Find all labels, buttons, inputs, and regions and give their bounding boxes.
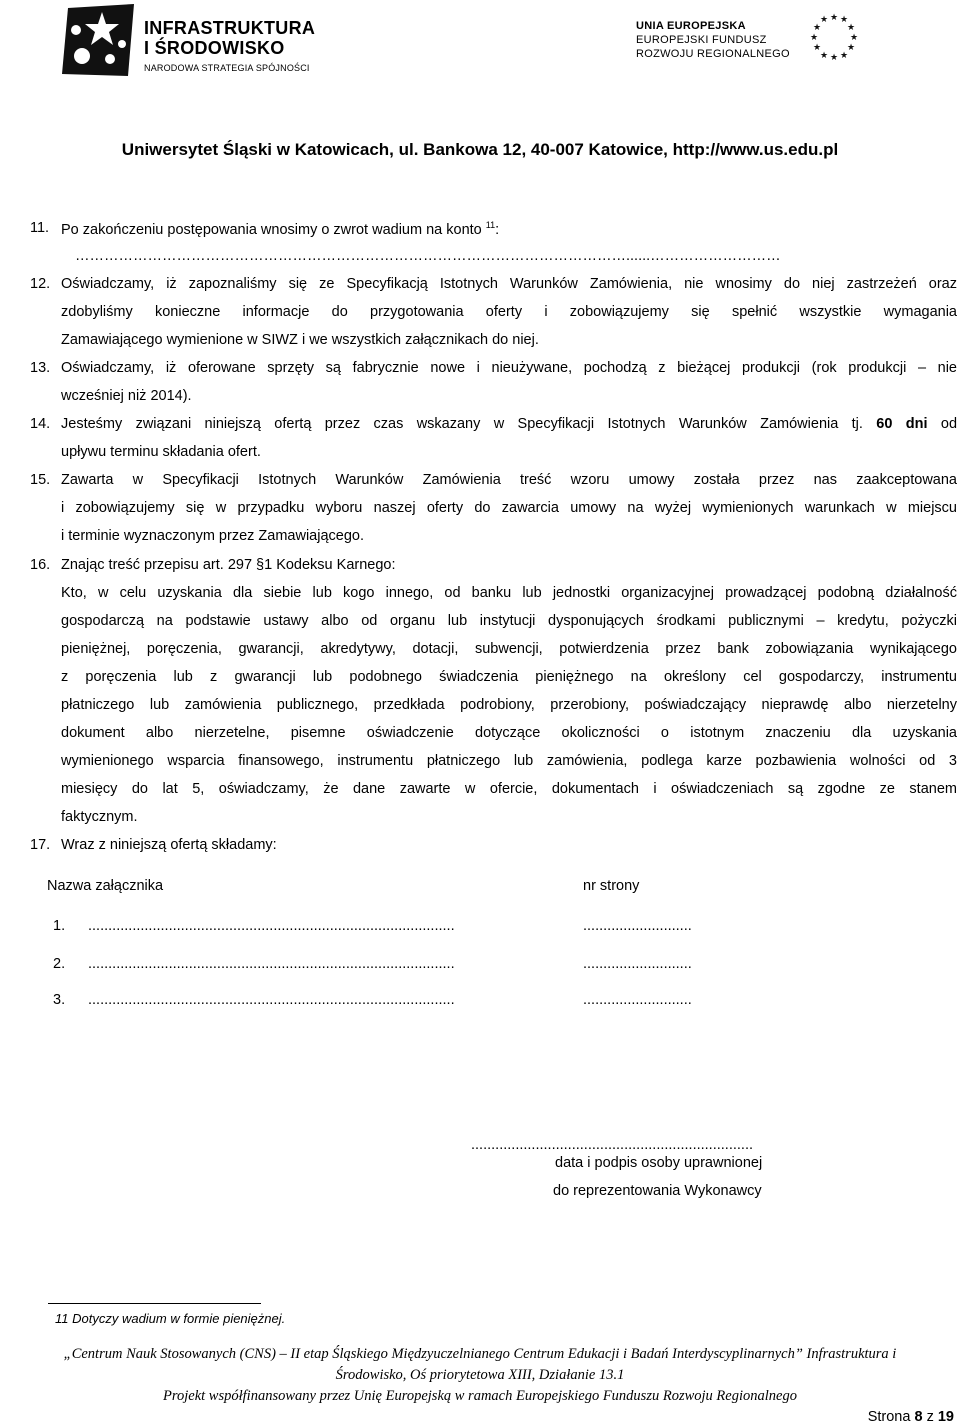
penal-code-line: miesięcy do lat 5, oświadczamy, że dane zawarte w ofercie, dokumentach i oświadczeniach są zgodne ze stanem [61,781,957,797]
item-13-line2: wcześniej niż 2014). [61,388,192,404]
attachments-col-page: nr strony [583,878,640,894]
account-number-dots: ……………………………………………………………………………………………………......……………………… [75,248,781,264]
svg-text:★: ★ [839,15,849,25]
footnote-separator [48,1303,261,1304]
signature-field[interactable]: ...................................................................... [471,1137,753,1153]
attachment-page-field[interactable]: ........................... [583,992,692,1008]
attachment-name-field[interactable]: ........................................................................................... [88,992,455,1008]
item-13-line1: Oświadczamy, iż oferowane sprzęty są fabrycznie nowe i nieużywane, pochodzą z bieżącej produkcji (rok produkcji – nie [61,360,957,376]
penal-code-line: dokument albo nierzetelne, pisemne oświadczenie dotyczące okoliczności o istotnym znaczeniu dla uzyskania [61,725,957,741]
attachment-name-field[interactable]: ........................................................................................... [88,956,455,972]
item-14-from: od [940,416,958,432]
item-16-number: 16. [30,557,51,573]
infrastruktura-logo [62,4,316,78]
svg-text:★: ★ [812,43,822,53]
signature-caption-line1: data i podpis osoby uprawnionej [555,1155,763,1171]
penal-code-line: Kto, w celu uzyskania dla siebie lub kogo innego, od banku lub jednostki organizacyjnej prowadzącej podobną działalność [61,585,957,601]
infrastruktura-emblem-icon [62,4,138,78]
eu-logo [636,8,896,68]
svg-text:★: ★ [829,13,839,23]
item-16-heading: Znając treść przepisu art. 297 §1 Kodeksu Karnego: [61,557,396,573]
footer-line3: Projekt współfinansowany przez Unię Europejską w ramach Europejskiego Funduszu Rozwoju Regionalnego [163,1388,797,1404]
svg-text:★: ★ [829,53,839,63]
signature-caption-line2: do reprezentowania Wykonawcy [553,1183,762,1199]
item-11-number: 11. [30,220,50,236]
university-header: Uniwersytet Śląski w Katowicach, ul. Bankowa 12, 40-007 Katowice, http://www.us.edu.pl [121,140,839,159]
item-11-label: Po zakończeniu postępowania wnosimy o zwrot wadium na konto [61,221,482,238]
logo-right-line1: UNIA EUROPEJSKA [636,20,746,32]
item-14-number: 14. [30,416,51,432]
page-number [868,1409,954,1425]
item-17-number: 17. [30,837,51,853]
item-12-line1: Oświadczamy, iż zapoznaliśmy się ze Specyfikacją Istotnych Warunków Zamówienia, nie wnosimy do niej zastrzeżeń oraz [61,276,957,292]
item-15-number: 15. [30,472,51,488]
item-13-number: 13. [30,360,51,376]
footnote-text: 11 Dotyczy wadium w formie pieniężnej. [55,1311,286,1326]
penal-code-last-line: faktycznym. [61,809,138,825]
item-14-days: 60 dni [876,416,928,432]
attachment-row-number: 3. [53,992,66,1008]
footer-line2: Środowisko, Oś priorytetowa XIII, Działanie 13.1 [335,1367,625,1383]
attachment-page-field[interactable]: ........................... [583,918,692,934]
svg-text:★: ★ [849,33,859,43]
page-total: 19 [937,1409,954,1425]
logo-left-line2: I ŚRODOWISKO [144,38,285,58]
item-14-text: Jesteśmy związani niniejszą ofertą przez czas wskazany w Specyfikacji Istotnych Warunków Zamówienia tj. [61,416,863,432]
svg-text:★: ★ [809,33,819,43]
logo-right-line2: EUROPEJSKI FUNDUSZ [636,34,767,46]
svg-text:★: ★ [812,23,822,33]
item-17-text: Wraz z niniejszą ofertą składamy: [61,837,277,853]
svg-text:★: ★ [819,51,829,61]
logo-left-line3: NARODOWA STRATEGIA SPÓJNOŚCI [144,63,310,73]
footnote-ref: 11 [485,220,496,230]
penal-code-line: pieniężnej, poręczenia, gwarancji, akredytywy, dotacji, subwencji, potwierdzenia przez bank zobowiązania wynikającego [61,641,957,657]
svg-text:★: ★ [819,15,829,25]
svg-text:★: ★ [839,51,849,61]
item-15-line2: i zobowiązujemy się w przypadku wyboru naszej oferty do zawarcia umowy na wyżej wymienionych warunkach w miejscu [61,500,957,516]
item-12-line3: Zamawiającego wymienione w SIWZ i we wszystkich załącznikach do niej. [61,332,539,348]
item-12-line2: zdobyliśmy konieczne informacje do przygotowania oferty i zobowiązujemy się spełnić wszystkie wymagania [61,304,957,320]
attachment-name-field[interactable]: ........................................................................................... [88,918,455,934]
attachment-row-number: 2. [53,956,66,972]
item-14-line1 [61,416,957,432]
item-15-line3: i terminie wyznaczonym przez Zamawiającego. [61,528,364,544]
item-12-number: 12. [30,276,51,292]
logo-left-line1: INFRASTRUKTURA [144,18,316,38]
footer-line1: „Centrum Nauk Stosowanych (CNS) – II etap Śląskiego Międzyuczelnianego Centrum Edukacji i Badań Interdyscyplinarnych” Infrastruktura i [63,1346,897,1362]
logo-right-line3: ROZWOJU REGIONALNEGO [636,48,790,60]
attachments-col-name: Nazwa załącznika [47,878,164,894]
item-11-colon: : [495,221,500,238]
item-14-line2: upływu terminu składania ofert. [61,444,261,460]
svg-text:★: ★ [846,23,856,33]
attachment-page-field[interactable]: ........................... [583,956,692,972]
penal-code-line: wymienionego wsparcia finansowego, instrumentu płatniczego lub zamówienia, podlega karze pozbawienia wolności od 3 [61,753,957,769]
penal-code-line: z poręczenia lub z gwarancji lub podobnego świadczenia pieniężnego na określony cel gospodarczy, instrumentu [61,669,957,685]
eu-stars-flag-icon [804,10,864,66]
item-15-line1: Zawarta w Specyfikacji Istotnych Warunków Zamówienia treść wzoru umowy została przez nas zaakceptowana [61,472,957,488]
attachment-row-number: 1. [53,918,66,934]
page-of: z [926,1409,934,1425]
item-11-text [61,220,499,238]
penal-code-line: płatniczego lub zamówienia publicznego, przedkłada podrobiony, przerobiony, poświadczający nieprawdę albo nierzetelny [61,697,957,713]
svg-text:★: ★ [846,43,856,53]
page-label: Strona [867,1409,911,1425]
page-current: 8 [914,1409,923,1425]
penal-code-line: gospodarczą na podstawie ustawy albo od organu lub instytucji dysponujących środkami publicznymi – kredytu, pożyczki [61,613,957,629]
